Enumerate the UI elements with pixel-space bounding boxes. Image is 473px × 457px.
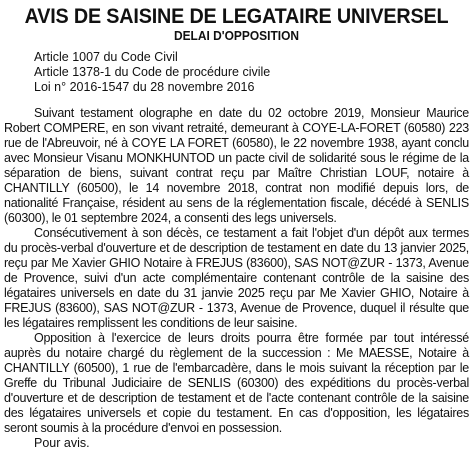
closing-line: Pour avis. xyxy=(34,436,90,450)
legal-reference: Article 1007 du Code Civil xyxy=(34,50,178,64)
notice-title: AVIS DE SAISINE DE LEGATAIRE UNIVERSEL xyxy=(24,4,449,28)
testament-paragraph: Suivant testament olographe en date du 02 octobre 2019, Monsieur Maurice Robert COMPERE, en son vivant retraité, demeurant à COYE-LA-FORET (60580) 223 rue de l'Abreuvoir, né à COYE LA FORET (60580), le 22 novembre 1938, ayant conclu avec Monsieur Visanu MONKHUNTOD un pacte civil de solidarité sous le régime de la séparation de biens, suivant contrat reçu par Maître Christian LOUF, notaire à CHANTILLY (60500), le 14 novembre 2018, contrat non modifié depuis lors, de nationalité Française, résident au sens de la réglementation fiscale, décédé à SENLIS (60300), le 01 septembre 2024, a consenti des legs universels. xyxy=(4,106,469,225)
legal-reference: Article 1378-1 du Code de procédure civile xyxy=(34,65,271,79)
opposition-paragraph: Opposition à l'exercice de leurs droits pourra être formée par tout intéressé auprès du notaire chargé du règlement de la succession : Me MAESSE, Notaire à CHANTILLY (60500), 1 rue de l'embarcadère, dans le mois suivant la réception par le Greffe du Tribunal Judiciaire de SENLIS (60300) des expéditions du procès-verbal d'ouverture et de description de testament et de l'acte contenant contrôle de la saisine des légataires universels et copie du testament. En cas d'opposition, les légataires seront soumis à la procédure d'envoi en possession. xyxy=(4,331,469,435)
deposit-paragraph: Consécutivement à son décès, ce testament a fait l'objet d'un dépôt aux termes du procès-verbal d'ouverture et de description de testament en date du 13 janvier 2025, reçu par Me Xavier GHIO Notaire à FREJUS (83600), SAS NOT@ZUR - 1373, Avenue de Provence, suivi d'un acte complémentaire contenant contrôle de la saisine des légataires universels en date du 31 janvie 2025 reçu par Me Xavier GHIO, Notaire à FREJUS (83600), SAS NOT@ZUR - 1373, Avenue de Provence, duquel il résulte que les légataires remplissent les conditions de leur saisine. xyxy=(4,226,469,330)
legal-references xyxy=(34,50,469,95)
legal-reference: Loi n° 2016-1547 du 28 novembre 2016 xyxy=(34,80,255,94)
notice-subtitle: DELAI D'OPPOSITION xyxy=(173,28,300,43)
